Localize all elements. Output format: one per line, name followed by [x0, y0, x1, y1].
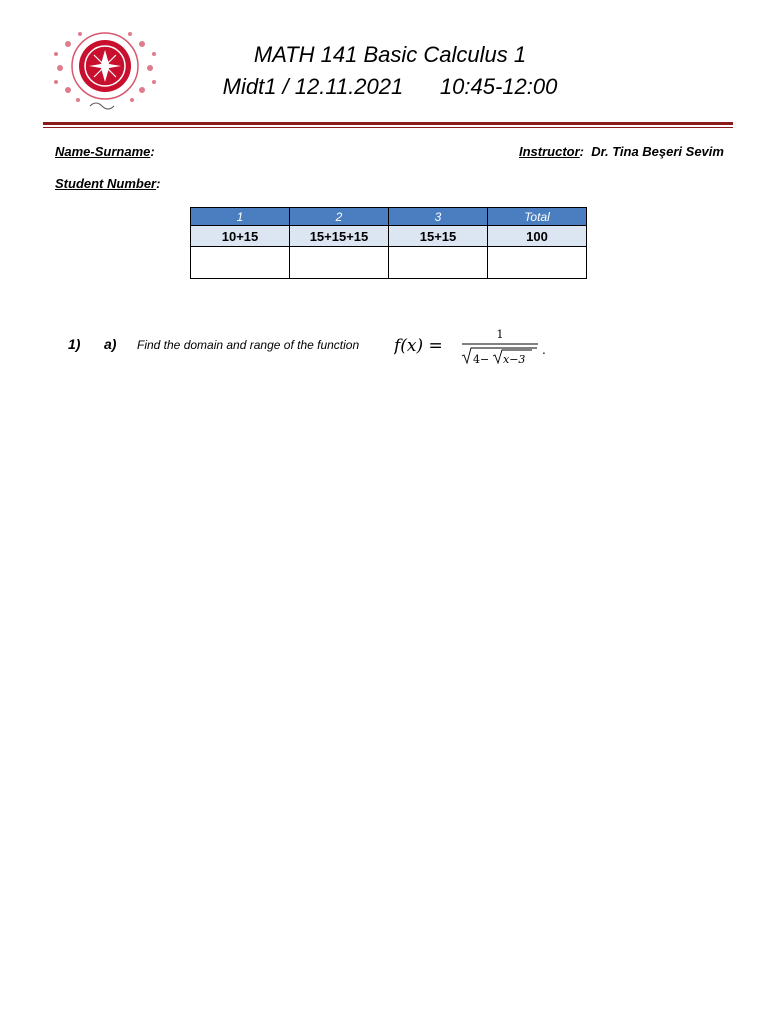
formula-denominator-const: 4−: [473, 353, 490, 366]
header-divider-thick: [43, 122, 733, 125]
score-header-cell: Total: [488, 208, 587, 226]
score-points-cell: 100: [488, 226, 587, 247]
university-seal-logo: [50, 28, 160, 112]
score-table-header-row: [191, 208, 587, 226]
question-part: a): [104, 336, 117, 352]
score-table: [190, 207, 587, 279]
score-points-cell: 15+15+15: [290, 226, 389, 247]
exam-title: MATH 141 Basic Calculus 1: [253, 42, 527, 67]
instructor-name: Dr. Tina Beşeri Sevim: [591, 144, 724, 159]
formula-numerator: 1: [496, 328, 504, 341]
score-header-cell: 2: [290, 208, 389, 226]
function-formula: [394, 326, 554, 370]
score-blank-cell: [389, 247, 488, 279]
header-divider-thin: [43, 127, 733, 128]
name-surname-label: Name-Surname:: [55, 144, 155, 159]
score-table-blank-row: [191, 247, 587, 279]
question-text: Find the domain and range of the function: [137, 338, 360, 352]
score-table-points-row: [191, 226, 587, 247]
score-header-cell: 1: [191, 208, 290, 226]
instructor-label: Instructor: [519, 144, 580, 159]
student-number-label: Student Number:: [55, 176, 161, 191]
score-header-cell: 3: [389, 208, 488, 226]
score-points-cell: 10+15: [191, 226, 290, 247]
formula-period: .: [542, 343, 546, 357]
score-blank-cell: [488, 247, 587, 279]
score-blank-cell: [290, 247, 389, 279]
question-number: 1): [68, 336, 81, 352]
formula-inner-radicand: x−3: [503, 353, 526, 366]
exam-subtitle: Midt1 / 12.11.2021 10:45-12:00: [222, 74, 558, 99]
formula-lhs: f(x) =: [394, 336, 443, 356]
score-blank-cell: [191, 247, 290, 279]
score-points-cell: 15+15: [389, 226, 488, 247]
instructor-line: Instructor: Dr. Tina Beşeri Sevim: [519, 144, 724, 159]
